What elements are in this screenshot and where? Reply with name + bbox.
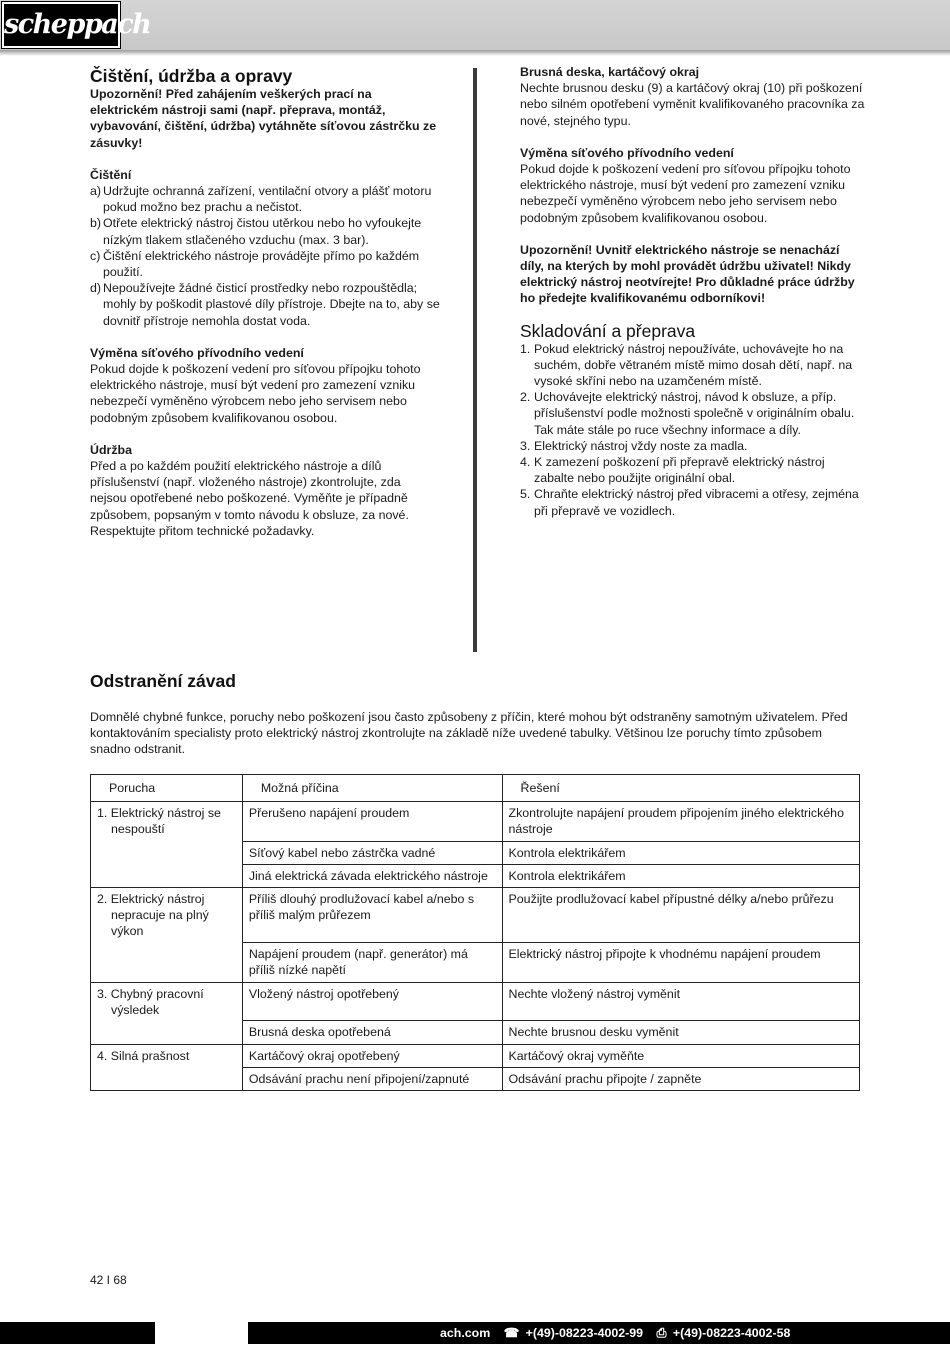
subsection-title-maintenance: Údržba [90, 442, 132, 457]
table-row [91, 841, 860, 864]
left-column [90, 64, 440, 539]
header-shadow [0, 50, 950, 56]
remedy-cell: Kontrola elektrikářem [502, 841, 859, 864]
table-row [91, 943, 860, 982]
page-header [0, 0, 950, 50]
troubleshooting-section [90, 669, 860, 758]
cause-cell: Síťový kabel nebo zástrčka vadné [242, 841, 502, 864]
subsection-title-cable-replacement-right: Výměna síťového přívodního vedení [520, 145, 734, 160]
page-number: 42 I 68 [90, 1273, 127, 1287]
section-title-troubleshooting: Odstranění závad [90, 671, 236, 691]
list-item: b) Otřete elektrický nástroj čistou utěrkou nebo ho vyfoukejte nízkým tlakem stlačeného vzduchu (max. 3 bar). [90, 216, 422, 247]
remedy-cell: Nechte brusnou desku vyměnit [502, 1021, 859, 1044]
cause-cell: Napájení proudem (např. generátor) má příliš nízké napětí [242, 943, 502, 982]
table-row [91, 1067, 860, 1090]
remedy-cell: Elektrický nástroj připojte k vhodnému napájení proudem [502, 943, 859, 982]
footer-contact [440, 1322, 790, 1344]
list-item: 5. Chraňte elektrický nástroj před vibracemi a otřesy, zejména při přepravě ve vozidlech. [520, 487, 859, 518]
table-row [91, 982, 860, 1021]
remedy-cell: Nechte vložený nástroj vyměnit [502, 982, 859, 1021]
service-warning: Upozornění! Uvnitř elektrického nástroje se nenachází díly, na kterých by mohl provádět údržbu uživatel! Nikdy elektrický nástroj neotvírejte! Pro důkladné práce údržby ho předejte kvalifikovanému odborníkovi! [520, 242, 855, 306]
remedy-cell: Použijte prodlužovací kabel přípustné délky a/nebo průřezu [502, 888, 859, 943]
subsection-title-cable-replacement: Výměna síťového přívodního vedení [90, 345, 304, 360]
section-title-cleaning-maintenance: Čištění, údržba a opravy [90, 66, 293, 86]
fault-cell: 3. Chybný pracovní výsledek [91, 982, 243, 1021]
footer-gap [155, 1322, 248, 1344]
cause-cell: Brusná deska opotřebená [242, 1021, 502, 1044]
remedy-cell: Kontrola elektrikářem [502, 864, 859, 887]
footer-fax: +(49)-08223-4002-58 [672, 1326, 791, 1340]
remedy-cell: Odsávání prachu připojte / zapněte [502, 1067, 859, 1090]
cause-cell: Přerušeno napájení proudem [242, 802, 502, 841]
list-item: 2. Uchovávejte elektrický nástroj, návod k obsluze, a příp. příslušenství podle možnosti společně v originálním obalu. Tak máte stále po ruce všechny informace a díly. [520, 390, 855, 437]
cause-cell: Kartáčový okraj opotřebený [242, 1044, 502, 1067]
section-title-storage: Skladování a přeprava [520, 320, 696, 341]
column-header-remedy: Řešení [502, 775, 859, 802]
fault-cell [91, 864, 243, 887]
footer-phone: +(49)-08223-4002-99 [525, 1326, 644, 1340]
cause-cell: Vložený nástroj opotřebený [242, 982, 502, 1021]
column-header-cause: Možná příčina [242, 775, 502, 802]
list-item: 4. K zamezení poškození při přepravě elektrický nástroj zabalte nebo použijte originální obal. [520, 455, 825, 486]
table-row [91, 888, 860, 943]
sanding-pad-text: Nechte brusnou desku (9) a kartáčový okraj (10) při poškození nebo silném opotřebení vyměnit kvalifikovaného pracovníka za nové, stejného typu. [520, 81, 865, 128]
list-item: a) Udržujte ochranná zařízení, ventilační otvory a plášť motoru pokud možno bez prachu a nečistot. [90, 184, 432, 215]
brand-logo [2, 2, 151, 48]
table-row [91, 802, 860, 841]
list-item: 1. Pokud elektrický nástroj nepoužíváte, uchovávejte ho na suchém, dobře větraném místě mimo dosah dětí, např. na vysoké skříni nebo na uzamčeném místě. [520, 341, 853, 389]
remedy-cell: Zkontrolujte napájení proudem připojením jiného elektrického nástroje [502, 802, 859, 841]
fax-icon: ⎙ [656, 1326, 667, 1340]
cause-cell: Příliš dlouhý prodlužovací kabel a/nebo s příliš malým průřezem [242, 888, 502, 943]
cause-cell: Odsávání prachu není připojení/zapnuté [242, 1067, 502, 1090]
table-row [91, 864, 860, 887]
list-item: c) Čištění elektrického nástroje provádějte přímo po každém použití. [90, 248, 420, 280]
subsection-title-sanding-pad: Brusná deska, kartáčový okraj [520, 65, 700, 79]
right-column [520, 64, 865, 519]
cable-replacement-text: Pokud dojde k poškození vedení pro síťovou přípojku tohoto elektrického nástroje, musí být vedení pro zamezení vzniku nebezpečí vyměněno výrobcem nebo jeho servisem nebo podobným způsobem kvalifikovanou osobou. [90, 362, 421, 425]
storage-list [520, 341, 865, 519]
fault-cell [91, 841, 243, 864]
cause-cell: Jiná elektrická závada elektrického nástroje [242, 864, 502, 887]
fault-cell: 4. Silná prašnost [91, 1044, 243, 1067]
subsection-title-cleaning: Čištění [90, 167, 132, 182]
column-divider [473, 68, 477, 652]
fault-cell: 1. Elektrický nástroj se nespouští [91, 802, 243, 841]
remedy-cell: Kartáčový okraj vyměňte [502, 1044, 859, 1067]
cleaning-list [90, 183, 440, 329]
fault-cell [91, 1021, 243, 1044]
safety-warning: Upozornění! Před zahájením veškerých prací na elektrickém nástroji sami (např. přeprava, montáž, vybavování, čištění, údržba) vytáhněte síťovou zástrčku ze zásuvky! [90, 87, 437, 150]
footer-website: ach.com [440, 1326, 491, 1340]
list-item: 3. Elektrický nástroj vždy noste za madla. [520, 438, 748, 453]
phone-icon: ☎ [503, 1326, 520, 1340]
list-item: d) Nepoužívejte žádné čisticí prostředky nebo rozpouštědla; mohly by poškodit plastové díly přístroje. Dbejte na to, aby se dovnitř přístroje nemohla dostat voda. [90, 281, 440, 328]
table-header-row [91, 775, 860, 802]
fault-cell: 2. Elektrický nástroj nepracuje na plný výkon [91, 888, 243, 943]
troubleshooting-table [90, 774, 860, 1091]
troubleshooting-intro: Domnělé chybné funkce, poruchy nebo poškození jsou často způsobeny z příčin, které mohou být odstraněny samotným uživatelem. Před kontaktováním specialisty proto elektrický nástroj zkontrolujte na základě níže uvedené tabulky. Většinou lze poruchy tímto způsobem snadno odstranit. [90, 710, 848, 757]
table-row [91, 1044, 860, 1067]
fault-cell [91, 943, 243, 982]
table-row [91, 1021, 860, 1044]
maintenance-text: Před a po každém použití elektrického nástroje a dílů příslušenství (např. vloženého nástroje) zkontrolujte, zda nejsou opotřebené nebo poškozené. Vyměňte je případně způsobem, popsaným v tomto návodu k obsluze, za nové. Respektujte přitom technické požadavky. [90, 459, 409, 538]
logo-text: scheppach [4, 9, 151, 40]
fault-cell [91, 1067, 243, 1090]
cable-replacement-text-right: Pokud dojde k poškození vedení pro síťovou přípojku tohoto elektrického nástroje, musí být vedení pro zamezení vzniku nebezpečí vyměněno výrobcem nebo jeho servisem nebo podobným způsobem kvalifikovanou osobou. [520, 162, 851, 225]
column-header-fault: Porucha [91, 775, 243, 802]
